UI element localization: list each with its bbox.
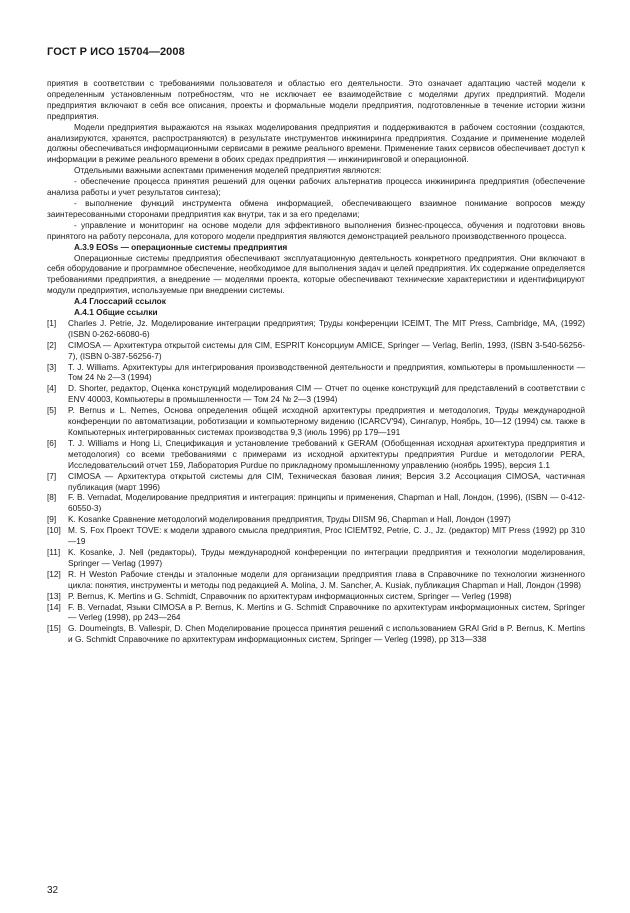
reference-number: [5] <box>47 405 57 416</box>
reference-text: Charles J. Petrie, Jz. Моделирование интеграции предприятия; Труды конференции ICEIMT, The MIT Press, Cambridge, MA, (1992) (ISBN 0-262-66080-6) <box>68 317 585 339</box>
reference-number: [2] <box>47 339 57 350</box>
reference-item <box>47 602 585 624</box>
reference-number: [8] <box>47 492 57 503</box>
reference-text: CIMOSA — Архитектура открытой системы для CIM, Техническая базовая линия; Версия 3.2 Ассоциация CIMOSA, частичная публикация (март 1996) <box>68 470 585 492</box>
reference-text: P. Bernus, K. Mertins и G. Schmidt, Справочник по архитектурам информационных систем, Springer — Verleg (1998) <box>68 590 512 601</box>
list-item: - выполнение функций инструмента обмена информацией, обеспечивающего взаимное понимание вопросов между заинтересованными сторонами предприятия как внутри, так и за его пределами; <box>47 197 585 219</box>
reference-number: [13] <box>47 590 61 601</box>
reference-text: P. Bernus и L. Nemes, Основа определения общей исходной архитектуры предприятия и методология, Труды международной конференции по автоматизации, роботизации и компьютерному видению (ICARCV'94), Сингапур, Ноябрь, 10—12 (1994) см. также в Компьютерных интегрированных системах производства 9,3 (июль 1996) pp 179—191 <box>68 405 585 437</box>
reference-number: [15] <box>47 623 61 634</box>
reference-item <box>47 525 585 547</box>
reference-list <box>47 318 585 645</box>
reference-number: [6] <box>47 437 57 448</box>
reference-number: [1] <box>47 317 57 328</box>
reference-text: G. Doumeingts, B. Vallespir, D. Chen Моделирование процесса принятия решений с использованием GRAI Grid в P. Bernus, K. Mertins и G. Schmidt Справочнике по архитектурам информационных систем, Springer — Verleg (1998), pp 313—338 <box>68 623 585 645</box>
reference-text: M. S. Fox Проект TOVE: к модели здравого смысла предприятия, Proc ICIEMT92, Petrie, C. J., Jz. (редактор) MIT Press (1992) pp 310—19 <box>68 525 585 547</box>
reference-number: [10] <box>47 525 61 536</box>
reference-item <box>47 547 585 569</box>
reference-number: [12] <box>47 568 61 579</box>
section-heading-a41: А.4.1 Общие ссылки <box>74 307 158 318</box>
document-body <box>47 78 585 645</box>
reference-number: [4] <box>47 383 57 394</box>
reference-text: D. Shorter, редактор, Оценка конструкций моделирования CIM — Отчет по оценке конструкций для представлений в соответствии с ENV 40003, Компьютеры в промышленности — Том 24 № 2—3 (1994) <box>68 383 585 405</box>
reference-number: [7] <box>47 470 57 481</box>
standard-header: ГОСТ Р ИСО 15704—2008 <box>47 46 185 58</box>
reference-item <box>47 340 585 362</box>
reference-number: [14] <box>47 601 61 612</box>
list-item: - обеспечение процесса принятия решений для оценки рабочих альтернатив процесса инжиниринга предприятия (обеспечение анализа работы и учет результатов синтеза); <box>47 176 585 198</box>
reference-item <box>47 623 585 645</box>
reference-item <box>47 405 585 438</box>
paragraph: приятия в соответствии с требованиями пользователя и областью его деятельности. Это означает адаптацию частей модели к определенным установленным потребностям, что не исключает ее взаимодействие с моделями других предприятий. Модели предприятия включают в себя все описания, проекты и формальные модели предприятия, подготовленные в течение истории жизни предприятия. <box>47 78 585 121</box>
reference-item <box>47 471 585 493</box>
reference-text: T. J. Williams и Hong Li, Спецификация и установление требований к GERAM (Обобщенная исходная архитектура предприятия и методология) со всеми требованиями с примерами из исходной архитектуры предприятия Purdue и методологии PERA, Исследовательский отчет 159, Лаборатория Purdue по прикладному промышленному управлению (ноябрь 1995), версия 1.1 <box>68 437 585 470</box>
reference-number: [3] <box>47 361 57 372</box>
reference-item <box>47 514 585 525</box>
section-heading-a4: А.4 Глоссарий ссылок <box>74 296 166 307</box>
paragraph: Отдельными важными аспектами применения моделей предприятия являются: <box>74 165 382 176</box>
reference-item <box>47 438 585 471</box>
reference-text: F. B. Vernadat, Языки CIMOSA в P. Bernus, K. Mertins и G. Schmidt Справочнике по архитектурам информационных систем, Springer — Verleg (1998), pp 243—264 <box>68 601 585 623</box>
paragraph: Модели предприятия выражаются на языках моделирования предприятия и поддерживаются в рабочем состоянии (создаются, анализируются, хранятся, распространяются) в результате инструментов инжиниринга предприятия. Создание и применение моделей должны обеспечиваться информационными сервисами в режиме реального времени. Применение таких сервисов обеспечивает доступ к информации в режиме реального времени в обоих средах предприятия — инжиниринговой и операционной. <box>47 121 585 165</box>
list-item: - управление и мониторинг на основе модели для эффективного выполнения бизнес-процесса, обучения и подготовки вновь принятого на работу персонала, для которого модели предприятия являются демонстрацией реального производственного процесса. <box>47 219 585 241</box>
paragraph: Операционные системы предприятия обеспечивают эксплуатационную деятельность конкретного предприятия. Они включают в себя оборудование и программное обеспечение, необходимое для выполнения задач и целей предприятия. Их содержание определяется требованиями предприятия, а внедрение — моделями проекта, которые обеспечивают технические характеристики и идентифицируют модули предприятия, используемые при внедрении системы. <box>47 252 585 296</box>
reference-number: [11] <box>47 546 61 557</box>
section-heading-a39: А.3.9 EOSs — операционные системы предприятия <box>74 241 288 252</box>
reference-text: K. Kosanke, J. Nell (редакторы), Труды международной конференции по интеграции предприятия и технологии моделирования, Springer — Verlag (1997) <box>68 546 585 568</box>
page-number: 32 <box>47 885 59 896</box>
reference-text: CIMOSA — Архитектура открытой системы для CIM, ESPRIT Консорциум AMICE, Springer — Verlag, Berlin, 1993, (ISBN 3-540-56256-7), (ISBN 0-387-56256-7) <box>68 339 585 361</box>
reference-item <box>47 569 585 591</box>
reference-item <box>47 383 585 405</box>
reference-text: F. B. Vernadat, Моделирование предприятия и интеграция: принципы и применения, Chapman и Hall, Лондон, (1996), (ISBN — 0-412-60550-3) <box>68 492 585 514</box>
reference-text: T. J. Williams. Архитектуры для интегрирования производственной деятельности и предприятия, компьютеры в промышленности — Том 24 № 2—3 (1994) <box>68 361 585 383</box>
reference-item <box>47 492 585 514</box>
reference-number: [9] <box>47 514 57 525</box>
reference-item <box>47 591 585 602</box>
reference-item <box>47 362 585 384</box>
reference-text: R. H Weston Рабочие стенды и эталонные модели для организации предприятия глава в Справочнике по технологии жизненного цикла: понятия, инструменты и методы под редакцией A. Molina, J. M. Sancher, A. Kusiak, публикация Chapman и Hall, Лондон (1998) <box>68 568 585 590</box>
reference-item <box>47 318 585 340</box>
reference-text: K. Kosanke Сравнение методологий моделирования предприятия, Труды DIISM 96, Chapman и Hall, Лондон (1997) <box>68 514 511 525</box>
